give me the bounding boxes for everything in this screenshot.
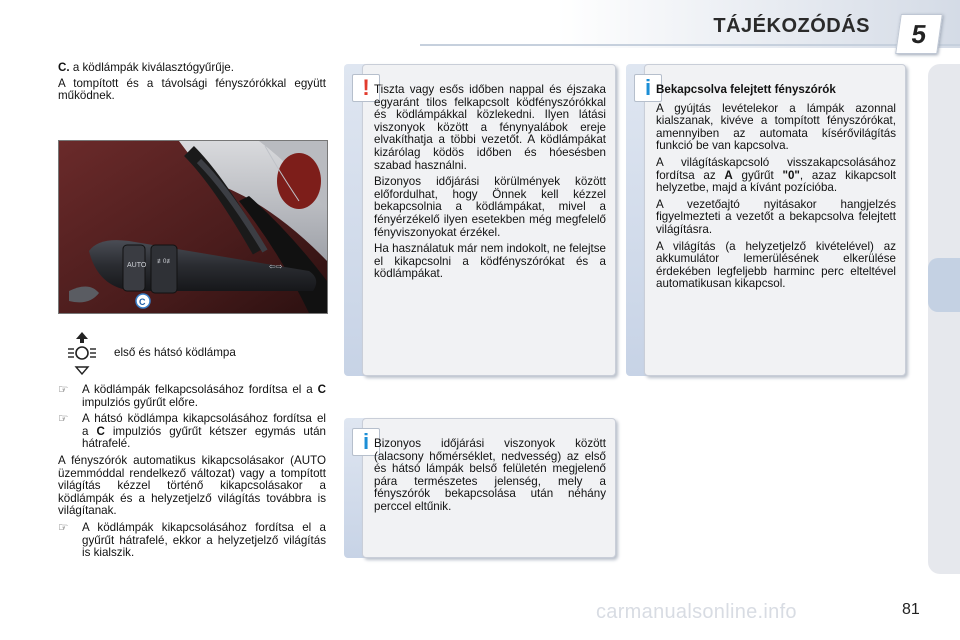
pointer-icon: ☞: [58, 520, 69, 534]
label-c: C.: [58, 61, 70, 74]
bullet-rear-fog-off: [58, 413, 326, 451]
warning-box: [344, 64, 616, 376]
warning-paragraph: Tiszta vagy esős időben nappal és éjszaka egyaránt tilos felkapcsolt ködfényszórókkal és ködlámpákkal közlekedni. Ilyen látási viszonyok között a fénynyalábok ereje elvakíthatja a többi vezetőt. A ködlámpákat kizárólag ködös időben és hóesésben szabad használni.: [374, 83, 606, 172]
info-box-headlights: [626, 64, 906, 376]
bullet-key: C: [96, 424, 105, 438]
warning-text: [374, 84, 606, 285]
info-paragraph: A vezetőajtó nyitásakor hangjelzés figyelmezteti a vezetőt a bekapcsolva felejtett világításra.: [656, 197, 896, 236]
fog-lamp-legend: [58, 331, 326, 375]
warning-paragraph: Bizonyos időjárási körülmények között előfordulhat, hogy Önnek kell kézzel bekapcsolnia a ködlámpákat, mivel a fényérzékelő ilyen esetekben még megfelelő fényviszonyokat érzékel.: [374, 175, 606, 239]
bullet-fog-on: [58, 384, 326, 409]
pointer-icon: ☞: [58, 383, 69, 396]
text-run: A világításkapcsoló visszakapcsolásához fordítsa az: [656, 155, 896, 182]
svg-text:AUTO: AUTO: [127, 262, 147, 269]
info-paragraph: A világítás (a helyzetjelző kivételével) az akkumulátor lemerülésének elkerülése érdekében legfeljebb harminc perc elteltével automatikusan kikapcsol.: [656, 239, 896, 291]
side-tab-strip: [928, 64, 960, 574]
svg-text:≢0≢: ≢0≢: [157, 259, 173, 265]
side-tab-active[interactable]: [928, 258, 960, 312]
svg-text:⇦⇨: ⇦⇨: [269, 262, 283, 271]
warning-icon: !: [352, 74, 380, 102]
chapter-number: 5: [895, 14, 943, 54]
info-heading: Bekapcsolva felejtett fényszórók: [656, 83, 836, 96]
info-paragraph: A gyújtás levételekor a lámpák azonnal kialszanak, kivéve a tompított fényszórókat, amennyiben az automata kísérővilágítás funkció be van kapcsolva.: [656, 101, 896, 153]
page-title: TÁJÉKOZÓDÁS: [713, 15, 870, 37]
bullet-text: A ködlámpák kikapcsolásához fordítsa el a gyűrűt hátrafelé, ekkor a helyzetjelző világítás is kialszik.: [82, 520, 326, 560]
fog-lamp-icon: [64, 331, 100, 375]
bullet-key: C: [317, 383, 326, 396]
left-intro: [58, 62, 326, 106]
info-paragraph: [656, 157, 896, 195]
bullet-text: A hátsó ködlámpa kikapcsolásához fordítsa el a: [82, 412, 326, 438]
header-divider: [420, 44, 960, 46]
info-icon: i: [634, 74, 662, 102]
c-description: a ködlámpák kiválasztógyűrűje.: [72, 61, 234, 74]
fog-lamp-label: első és hátsó ködlámpa: [114, 346, 236, 359]
info-icon: i: [352, 428, 380, 456]
text-run: gyűrűt: [732, 168, 783, 182]
pointer-icon: ☞: [58, 412, 69, 426]
info-paragraph: Bizonyos időjárási viszonyok között (alacsony hőmérséklet, nedvesség) az első és hátsó lámpák belső felületén megjelenő pára természetes jelenség, mely a fényszórók bekapcsolása után néhány perccel eltűnik.: [374, 437, 606, 513]
left-instructions: [58, 384, 326, 564]
intro-text: A tompított és a távolsági fényszórókkal együtt működnek.: [58, 76, 326, 103]
info-text: [656, 84, 896, 295]
stalk-photo: [58, 140, 328, 314]
condensation-text: [374, 438, 606, 518]
watermark: carmanualsonline.info: [596, 601, 797, 623]
value-zero: "0": [782, 168, 800, 182]
bullet-text: impulziós gyűrűt kétszer egymás után hátrafelé.: [82, 424, 326, 451]
lighting-stalk-illustration: [59, 141, 327, 313]
bullet-text: impulziós gyűrűt előre.: [82, 395, 198, 409]
bullet-fog-off: [58, 522, 326, 560]
page-number: 81: [902, 601, 920, 618]
text-run: , azaz kikapcsolt helyzetbe, majd a kívánt pozícióba.: [656, 168, 897, 195]
warning-paragraph: Ha használatuk már nem indokolt, ne felejtse el kikapcsolni a ködfényszórókat és a ködlámpákat.: [374, 242, 606, 281]
info-box-condensation: [344, 418, 616, 558]
key-a: A: [724, 168, 733, 182]
auto-mode-paragraph: A fényszórók automatikus kikapcsolásakor (AUTO üzemmóddal rendelkező változat) vagy a tompított világítás kézzel történő kikapcsolásakor a ködlámpák és a helyzetjelző világítás továbbra is világítanak.: [58, 453, 326, 518]
photo-callout-c: C: [139, 297, 146, 307]
bullet-text: A ködlámpák felkapcsolásához fordítsa el a: [82, 383, 318, 396]
